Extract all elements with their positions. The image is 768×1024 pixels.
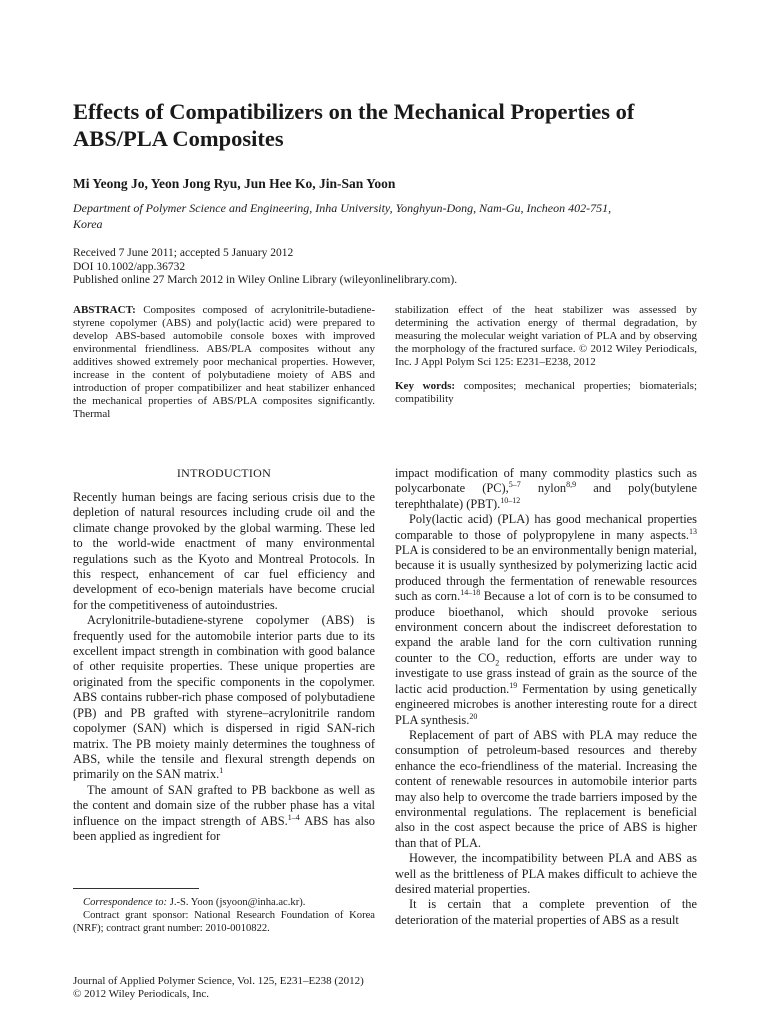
published-date: Published online 27 March 2012 in Wiley Online Library (wileyonlinelibrary.com).	[73, 274, 458, 286]
abstract-left	[73, 304, 375, 421]
section-heading: INTRODUCTION	[176, 466, 272, 480]
received-date: Received 7 June 2011; accepted 5 January 2012	[73, 247, 294, 259]
paragraph-text: ABS has also been applied as ingredient for	[73, 813, 375, 843]
author-affiliation: Department of Polymer Science and Engineering, Inha University, Yonghyun-Dong, Nam-Gu, Incheon 402-751, Korea	[73, 201, 612, 231]
paragraph	[73, 783, 375, 845]
paragraph-text: reduction, efforts are under way to investigate to use grass instead of grain as the source of the lactic acid production.	[395, 650, 697, 696]
paragraph-text: nylon	[520, 481, 567, 496]
paragraph	[395, 466, 697, 512]
paragraph-text: impact modification of many commodity plastics such as polycarbonate (PC),	[395, 466, 697, 496]
reference-mark: 13	[689, 526, 697, 536]
subscript: 2	[495, 658, 500, 668]
reference-mark: 14–18	[460, 588, 481, 598]
reference-mark: 5–7	[508, 480, 521, 490]
abstract-text-left: Composites composed of acrylonitrile-butadiene-styrene copolymer (ABS) and poly(lactic acid) were prepared to develop ABS-based automobile console boxes with improved environmental friendliness. ABS/PLA composites without any additives showed extremely poor mechanical properties. However, increase in the content of polybutadiene moiety of ABS and introduction of proper compatibilizer and heat stabilizer enhanced the mechanical properties of ABS/PLA composites significantly. Thermal	[73, 304, 375, 420]
paragraph-text: The amount of SAN grafted to PB backbone as well as the content and domain size of the rubber phase has a vital influence on the impact strength of ABS.	[73, 782, 375, 828]
correspondence-label: Correspondence to:	[83, 897, 168, 908]
paragraph-text: Fermentation by using genetically engineered microbes is another interesting route for a direct PLA synthesis.	[395, 681, 697, 727]
abstract-text-right: stabilization effect of the heat stabilizer was assessed by determining the activation energy of thermal degradation, by measuring the molecular weight variation of PLA and by observing the morphology of the fractured surface. © 2012 Wiley Periodicals, Inc. J Appl Polym Sci 125: E231–E238, 2012	[395, 304, 697, 368]
reference-mark: 1	[219, 766, 224, 776]
correspondence-text: J.-S. Yoon (jsyoon@inha.ac.kr).	[167, 897, 306, 908]
keywords-label: Key words:	[395, 380, 456, 392]
paragraph-text: Because a lot of corn is to be consumed to produce bioethanol, which should provoke serious environment concern about the indiscreet deforestation to expand the arable land for the corn cultivation running counter to the CO	[395, 589, 698, 665]
journal-citation: Journal of Applied Polymer Science, Vol. 125, E231–E238 (2012)	[73, 975, 364, 987]
paragraph: Replacement of part of ABS with PLA may reduce the consumption of petroleum-based resources and thereby enhance the eco-friendliness of the material. Increasing the content of renewable resources in automobile interior parts may also help to overcome the trade barriers imposed by the environmental regulations. The replacement is beneficial also in the cost aspect because the price of ABS is higher than that of PLA.	[395, 727, 697, 850]
footnotes	[73, 888, 375, 935]
paragraph	[73, 613, 375, 782]
keywords	[395, 380, 697, 406]
paragraph: It is certain that a complete prevention of the deterioration of the material properties of ABS as a result	[395, 897, 697, 927]
paragraph-text: and poly(butylene terephthalate) (PBT).	[395, 481, 697, 511]
journal-copyright: © 2012 Wiley Periodicals, Inc.	[73, 988, 210, 1000]
paragraph-text: PLA is considered to be an environmentally benign material, because it is usually synthesized by polymerizing lactic acid produced through the fermentation of renewable resources such as corn.	[395, 543, 697, 604]
doi: DOI 10.1002/app.36732	[73, 260, 186, 273]
article-title: Effects of Compatibilizers on the Mechanical Properties of ABS/PLA Composites	[73, 99, 635, 151]
body-column-right	[395, 466, 697, 928]
grant-note: Contract grant sponsor: National Research Foundation of Korea (NRF); contract grant number: 2010-0010822.	[73, 910, 375, 934]
reference-mark: 19	[509, 680, 518, 690]
body-column-left	[73, 466, 375, 844]
reference-mark: 20	[469, 711, 478, 721]
abstract-right	[395, 304, 697, 406]
publication-dates	[73, 247, 693, 288]
footnote-rule	[73, 888, 199, 889]
paragraph-text: Acrylonitrile-butadiene-styrene copolymer (ABS) is frequently used for the automobile interior parts due to its excellent impact strength in combination with good balance of other requisite properties. These unique properties are originated from the specific components in the copolymer. ABS contains rubber-rich phase composed of polybutadiene (PB) and PB grafted with styrene–acrylonitrile random copolymer (SAN) which is dispersed in rigid SAN-rich matrix. The PB moiety mainly determines the toughness of ABS, while the tensile and flexural strength depends on primarily on the SAN matrix.	[73, 613, 375, 782]
paragraph: However, the incompatibility between PLA and ABS as well as the brittleness of PLA makes difficult to achieve the desired material properties.	[395, 851, 697, 896]
correspondence-note	[73, 896, 375, 909]
paragraph	[395, 512, 697, 728]
reference-mark: 10–12	[500, 495, 521, 505]
paragraph: Recently human beings are facing serious crisis due to the depletion of natural resources including crude oil and the climate change provoked by the global warming. These led to the world-wide enactment of many environmental regulations such as the Kyoto and Montreal Protocols. In this respect, enhancement of car fuel efficiency and development of eco-benign materials have become crucial for the competitiveness of autoindustries.	[73, 490, 375, 612]
reference-mark: 1–4	[287, 812, 300, 822]
keywords-text: composites; mechanical properties; biomaterials; compatibility	[395, 380, 698, 405]
reference-mark: 8,9	[566, 480, 577, 490]
author-list: Mi Yeong Jo, Yeon Jong Ryu, Jun Hee Ko, Jin-San Yoon	[73, 176, 396, 191]
abstract-label: ABSTRACT:	[73, 304, 136, 316]
journal-info	[73, 975, 393, 1001]
paragraph-text: Poly(lactic acid) (PLA) has good mechanical properties comparable to those of polypropylene in many aspects.	[395, 512, 697, 542]
